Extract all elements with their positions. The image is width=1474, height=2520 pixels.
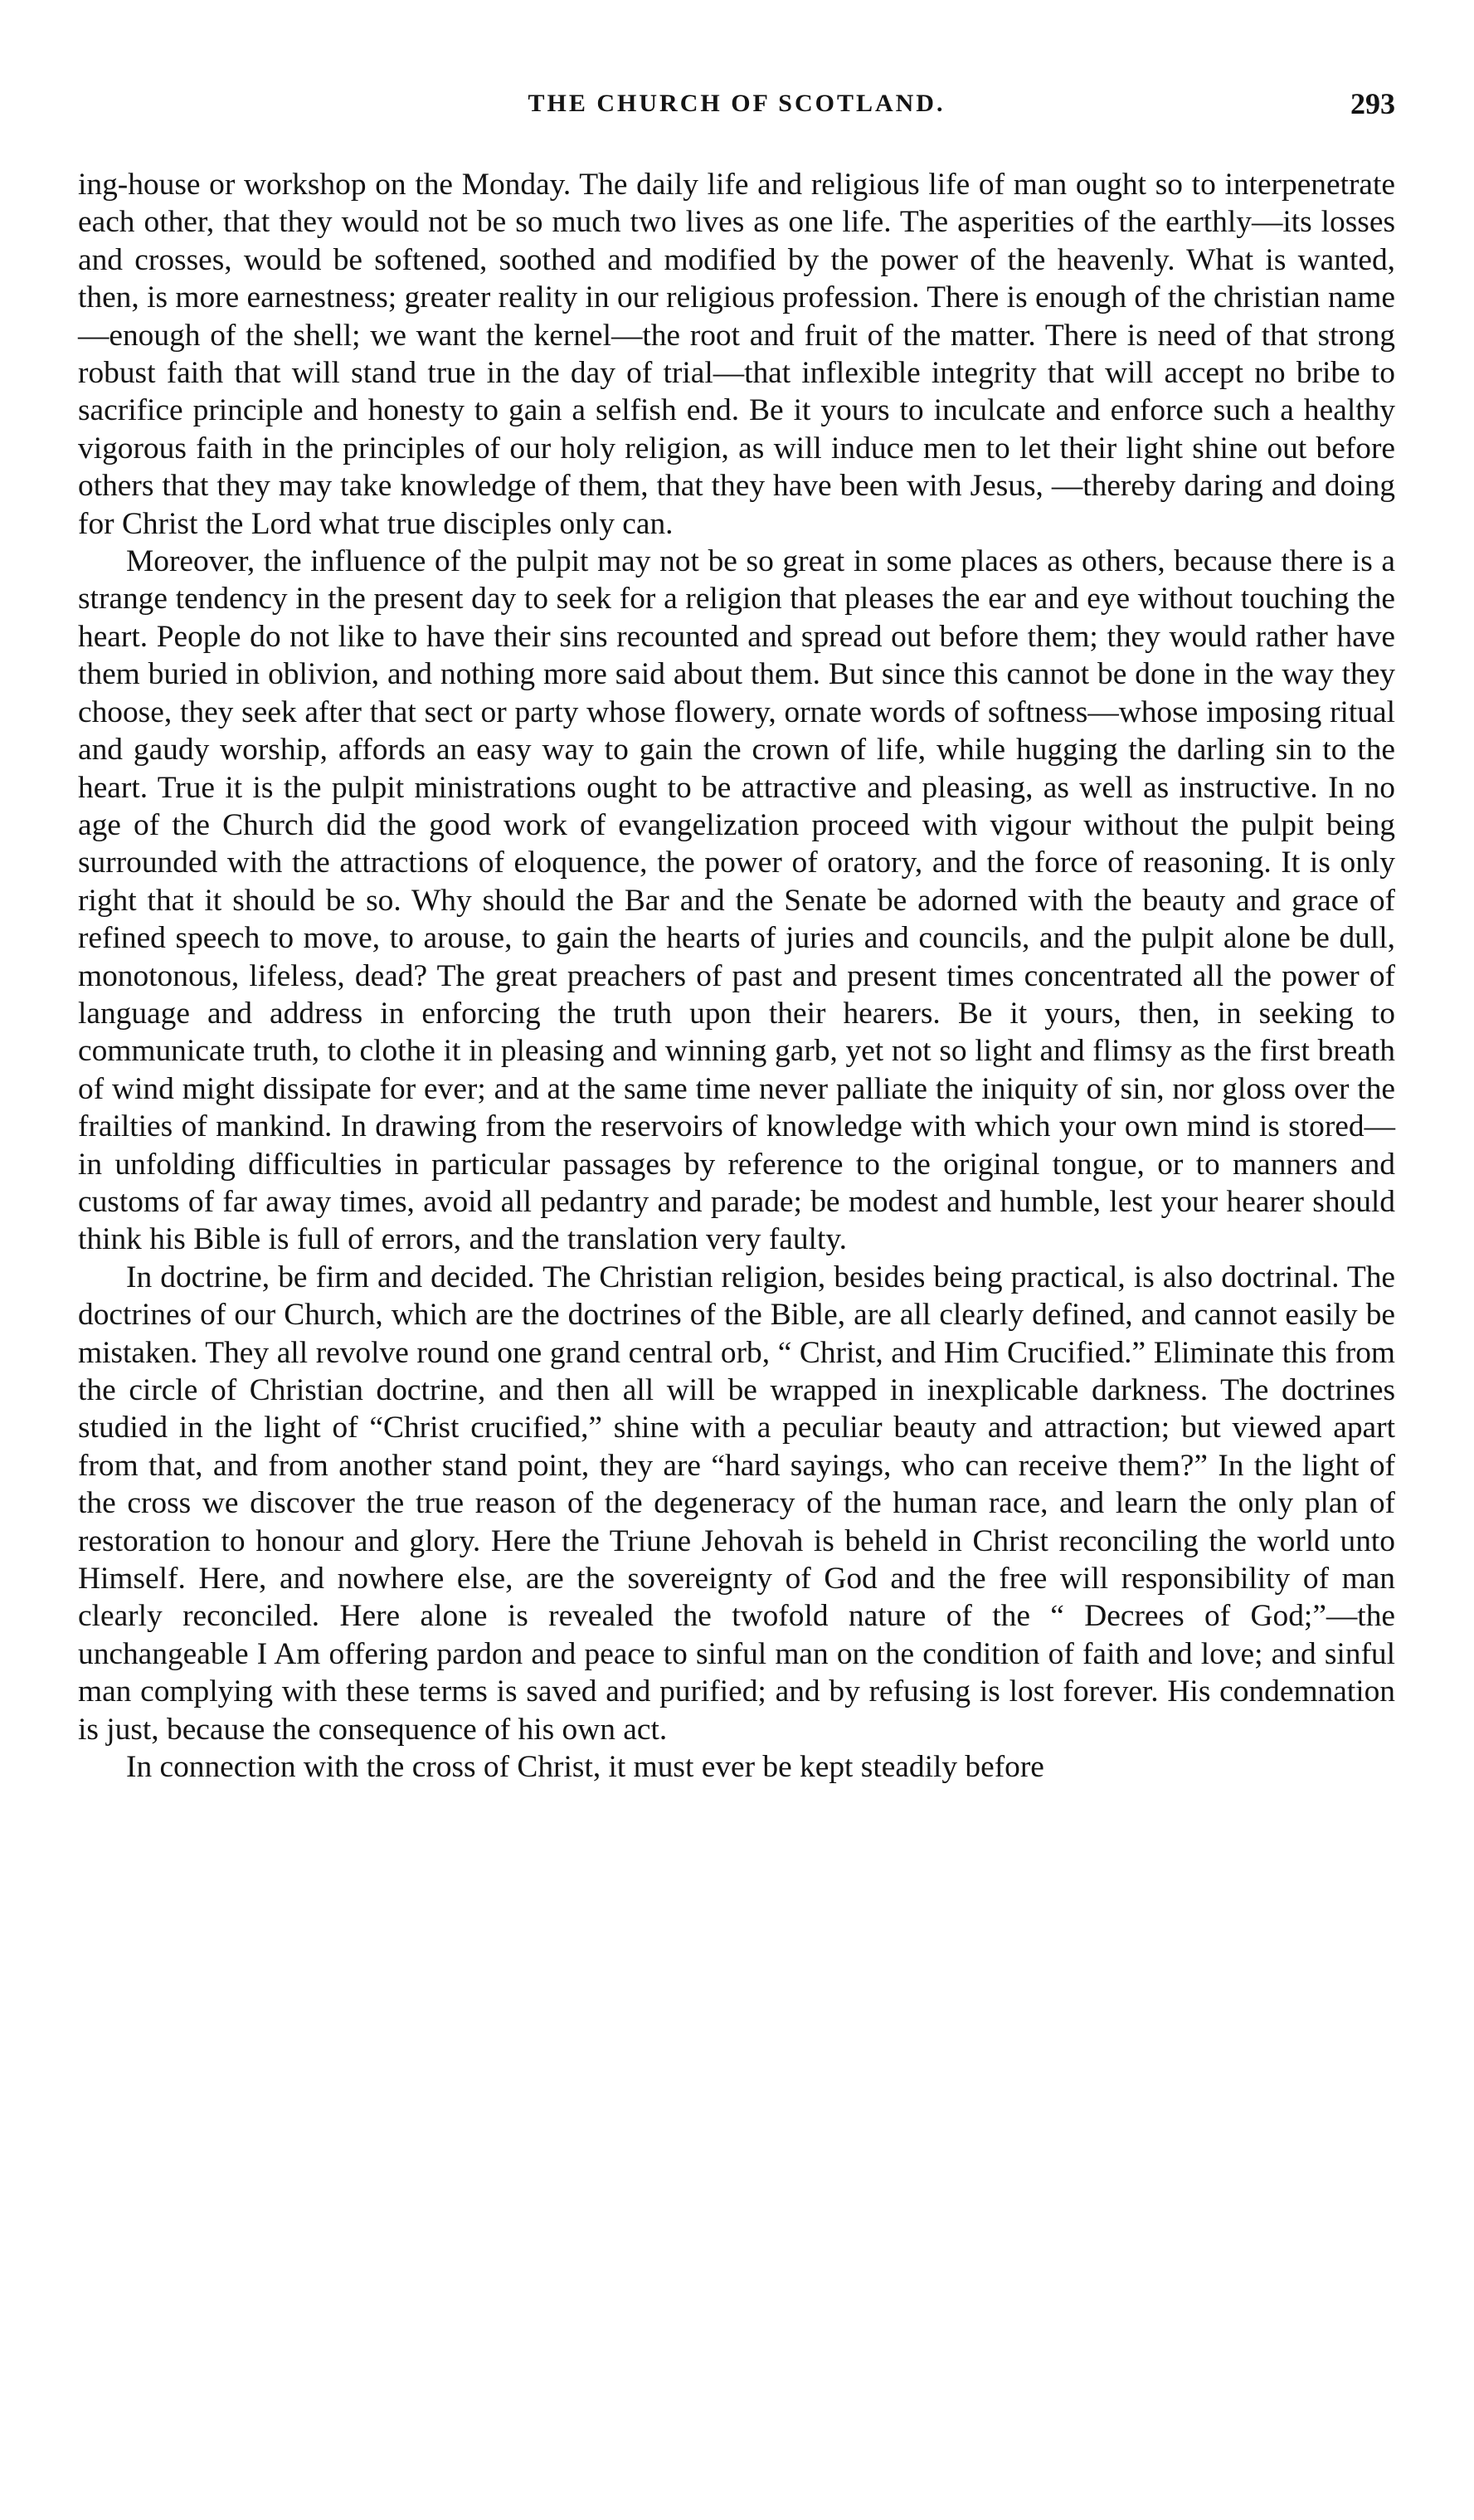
- paragraph-doctrine: In doctrine, be firm and decided. The Christian religion, besides being practical, is also doctrinal. The doctrines of our Church, which are the doctrines of the Bible, are all clearly defined, and cannot easily be mistaken. They all revolve round one grand central orb, “ Christ, and Him Crucified.” Eliminate this from the circle of Christian doctrine, and then all will be wrapped in inexplicable darkness. The doctrines studied in the light of “Christ crucified,” shine with a peculiar beauty and attraction; but viewed apart from that, and from another stand point, they are “hard sayings, who can receive them?” In the light of the cross we discover the true reason of the degeneracy of the human race, and learn the only plan of restoration to honour and glory. Here the Triune Jehovah is beheld in Christ reconciling the world unto Himself. Here, and nowhere else, are the sovereignty of God and the free will responsibility of man clearly reconciled. Here alone is revealed the twofold nature of the “ Decrees of God;”—the unchangeable I Am offering pardon and peace to sinful man on the condition of faith and love; and sinful man complying with these terms is saved and purified; and by refusing is lost forever. His condemnation is just, because the consequence of his own act.: [78, 1260, 1395, 1747]
- paragraph-pulpit-influence: Moreover, the influence of the pulpit may not be so great in some places as others, because there is a strange tendency in the present day to seek for a religion that pleases the ear and eye without touching the heart. People do not like to have their sins recounted and spread out before them; they would rather have them buried in oblivion, and nothing more said about them. But since this cannot be done in the way they choose, they seek after that sect or party whose flowery, ornate words of softness—whose imposing ritual and gaudy worship, affords an easy way to gain the crown of life, while hugging the darling sin to the heart. True it is the pulpit ministrations ought to be attractive and pleasing, as well as instructive. In no age of the Church did the good work of evangelization proceed with vigour without the pulpit being surrounded with the attractions of eloquence, the power of oratory, and the force of reasoning. It is only right that it should be so. Why should the Bar and the Senate be adorned with the beauty and grace of refined speech to move, to arouse, to gain the hearts of juries and councils, and the pulpit alone be dull, monotonous, lifeless, dead? The great preachers of past and present times concentrated all the power of language and address in enforcing the truth upon their hearers. Be it yours, then, in seeking to communicate truth, to clothe it in pleasing and winning garb, yet not so light and flimsy as the first breath of wind might dissipate for ever; and at the same time never palliate the iniquity of sin, nor gloss over the frailties of mankind. In drawing from the reservoirs of knowledge with which your own mind is stored—in unfolding difficulties in particular passages by reference to the original tongue, or to manners and customs of far away times, avoid all pedantry and parade; be modest and humble, lest your hearer should think his Bible is full of errors, and the translation very faulty.: [78, 544, 1395, 1257]
- body-text: [78, 166, 1395, 1786]
- page-number: 293: [1350, 87, 1395, 120]
- paragraph-cross-of-christ: In connection with the cross of Christ, it must ever be kept steadily before: [126, 1750, 1044, 1785]
- paragraph-continuation: ing-house or workshop on the Monday. The daily life and religious life of man ought so to interpenetrate each other, that they would not be so much two lives as one life. The asperities of the earthly—its losses and crosses, would be softened, soothed and modified by the power of the heavenly. What is wanted, then, is more earnestness; greater reality in our religious profession. There is enough of the christian name—enough of the shell; we want the kernel—the root and fruit of the matter. There is need of that strong robust faith that will stand true in the day of trial—that inflexible integrity that will accept no bribe to sacrifice principle and honesty to gain a selfish end. Be it yours to inculcate and enforce such a healthy vigorous faith in the principles of our holy religion, as will induce men to let their light shine out before others that they may take knowledge of them, that they have been with Jesus, —thereby daring and doing for Christ the Lord what true disciples only can.: [78, 168, 1395, 541]
- running-head: [78, 86, 1395, 123]
- running-title: THE CHURCH OF SCOTLAND.: [528, 90, 946, 117]
